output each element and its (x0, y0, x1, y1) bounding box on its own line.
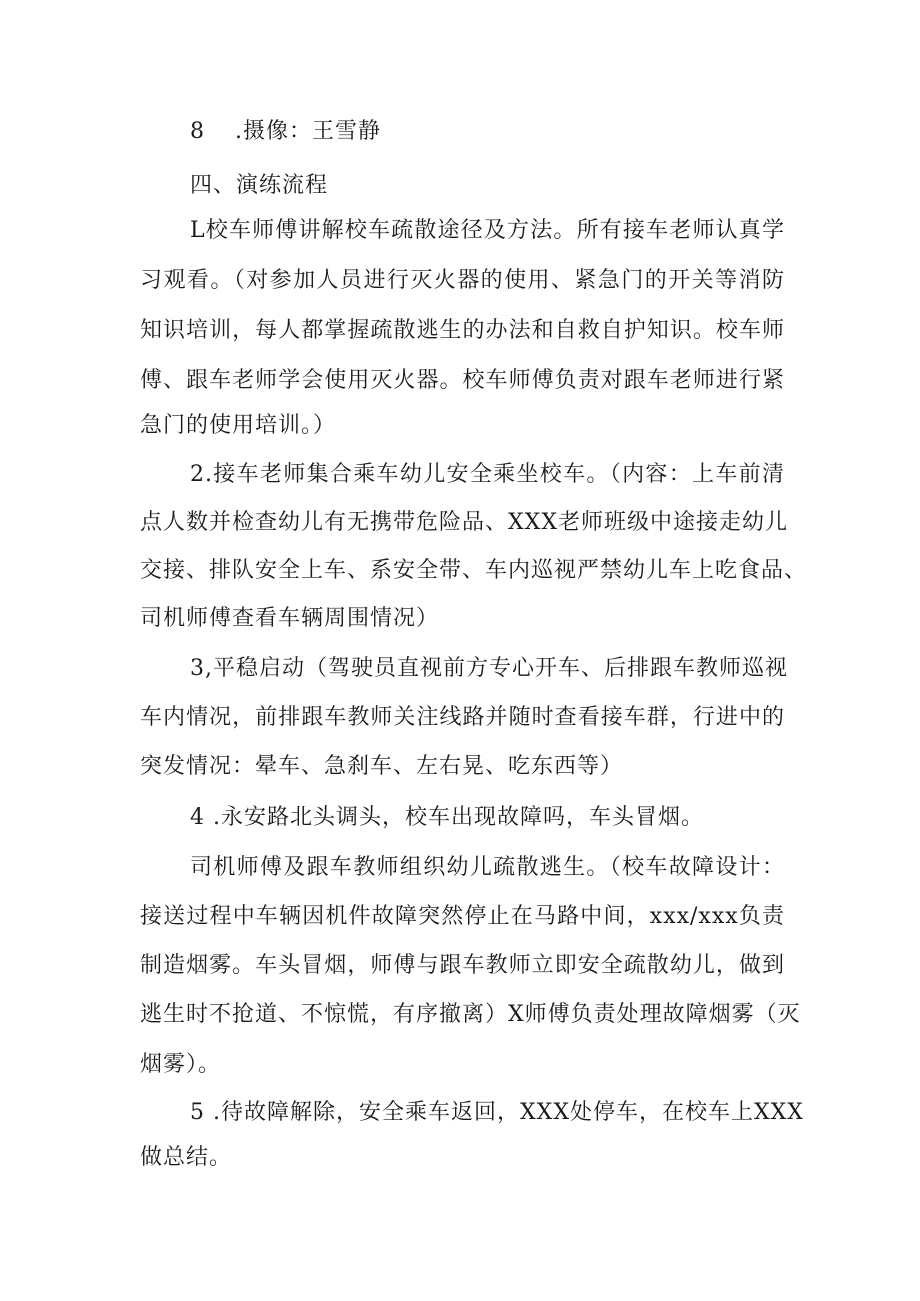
step5-line (190, 1098, 804, 1128)
step1-line: L校车师傅讲解校车疏散途径及方法。所有接车老师认真学 (190, 218, 785, 243)
step4-line (190, 803, 835, 833)
step4-detail-line: 烟雾）。 (140, 1052, 222, 1077)
step4-text: .永安路北头调头，校车出现故障吗，车头冒烟。 (213, 805, 704, 830)
step1-line: 傅、跟车老师学会使用灭火器。校车师傅负责对跟车老师进行紧 (140, 368, 785, 393)
staff-item-number: 8 (190, 119, 205, 144)
step1-line: 急门的使用培训。） (140, 413, 337, 438)
step5-line: 做总结。 (140, 1145, 233, 1170)
step2-line: 点人数并检查幼儿有无携带危险品、XXX老师班级中途接走幼儿 (140, 510, 788, 535)
staff-item-camera (190, 117, 835, 147)
section-heading: 四、演练流程 (190, 173, 329, 198)
step4-detail-line: 逃生时不抢道、不惊慌，有序撤离）X师傅负责处理故障烟雾（灭 (140, 1002, 801, 1027)
staff-item-text: .摄像：王雪静 (235, 119, 381, 144)
step3-line: 突发情况：晕车、急刹车、左右晃、吃东西等） (140, 754, 624, 779)
step4-number: 4 (190, 805, 205, 830)
step2-line: 司机师傅查看车辆周围情况） (140, 606, 440, 631)
step3-line: 3,平稳启动（驾驶员直视前方专心开车、后排跟车教师巡视 (190, 656, 788, 681)
step2-line: 2.接车老师集合乘车幼儿安全乘坐校车。（内容：上车前清 (190, 462, 785, 487)
step1-line: 知识培训，每人都掌握疏散逃生的办法和自救自护知识。校车师 (140, 318, 785, 343)
step4-detail-line: 司机师傅及跟车教师组织幼儿疏散逃生。（校车故障设计： (190, 855, 785, 880)
step5-number: 5 (190, 1100, 205, 1125)
step4-detail-line: 制造烟雾。车头冒烟，师傅与跟车教师立即安全疏散幼儿，做到 (140, 953, 785, 978)
step3-line: 车内情况，前排跟车教师关注线路并随时查看接车群，行进中的 (140, 705, 785, 730)
step5-text: .待故障解除，安全乘车返回，XXX处停车，在校车上XXX (213, 1100, 804, 1125)
step1-line: 习观看。（对参加人员进行灭火器的使用、紧急门的开关等消防 (140, 268, 785, 293)
step2-line: 交接、排队安全上车、系安全带、车内巡视严禁幼儿车上吃食品、 (140, 558, 808, 583)
step4-detail-line: 接送过程中车辆因机件故障突然停止在马路中间，xxx/xxx负责 (140, 904, 785, 929)
